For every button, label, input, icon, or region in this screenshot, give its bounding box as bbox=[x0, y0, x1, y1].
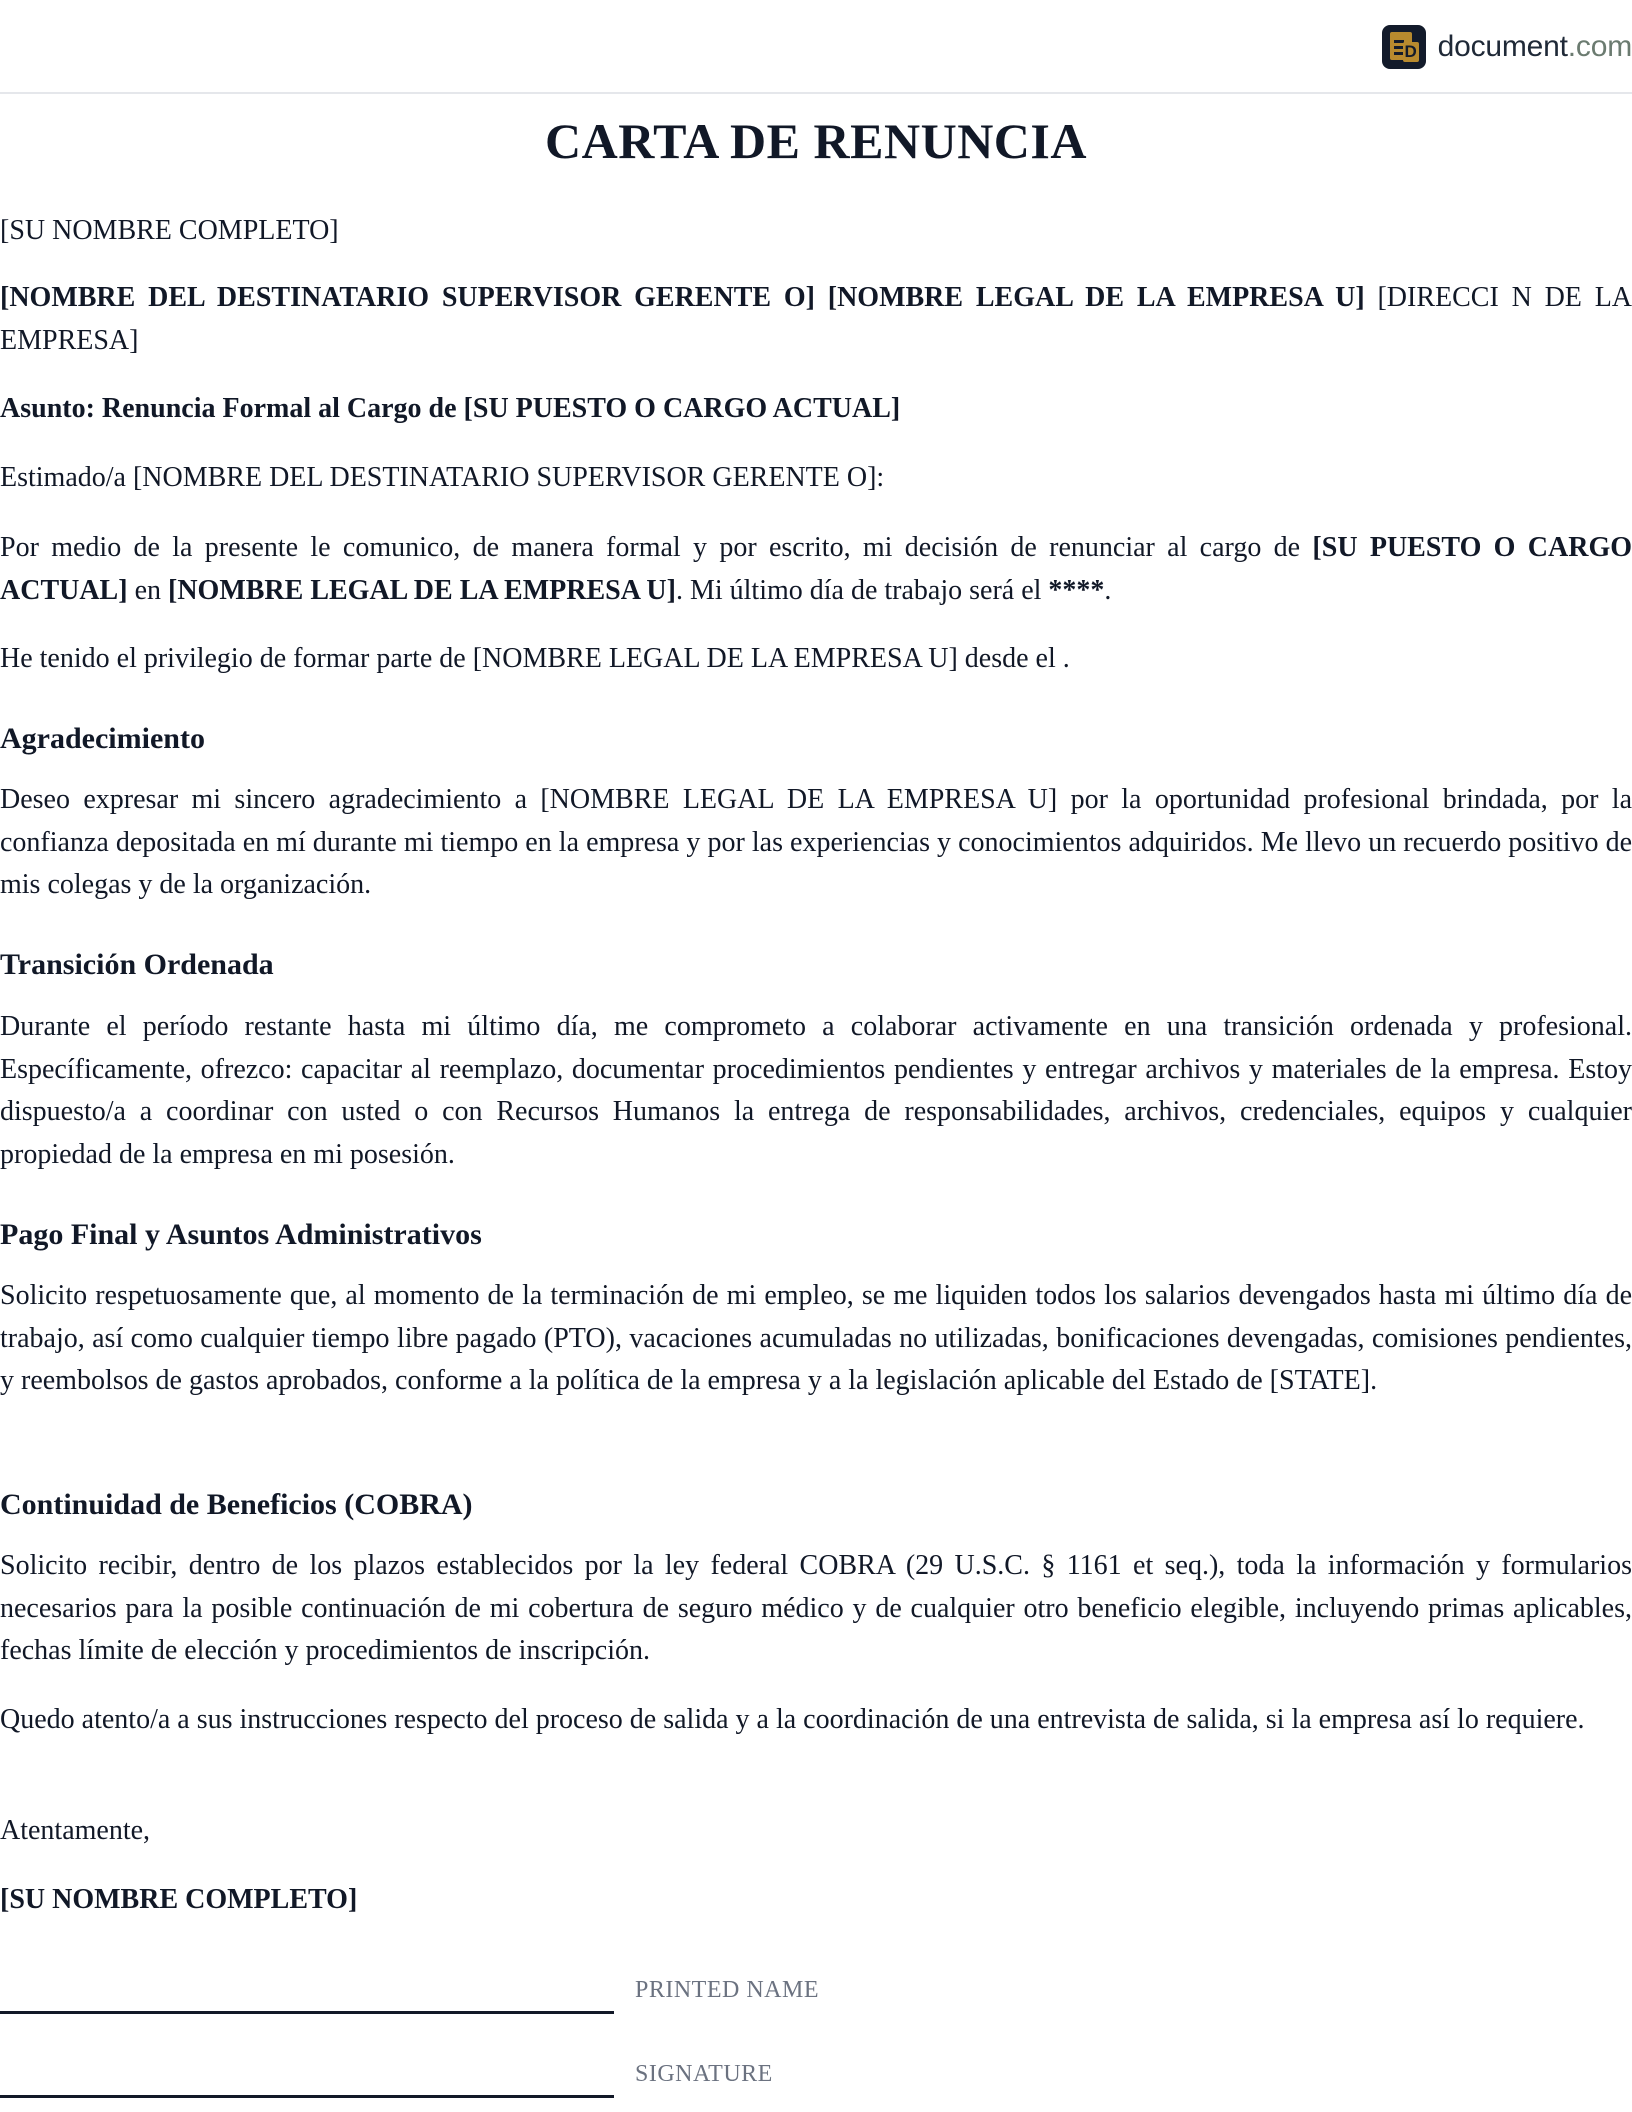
printed-name-line[interactable] bbox=[0, 2011, 614, 2014]
section-body-agradecimiento: Deseo expresar mi sincero agradecimiento a [NOMBRE LEGAL DE LA EMPRESA U] por la oportunidad profesional brindada, por la confianza depositada en mí durante mi tiempo en la empresa y por las experiencias y conocimientos adquiridos. Me llevo un recuerdo positivo de mis colegas y de la organización. bbox=[0, 784, 1632, 900]
signature-label: SIGNATURE bbox=[635, 2061, 773, 2087]
signer-name: [SU NOMBRE COMPLETO] bbox=[0, 1884, 358, 1915]
sender-name: [SU NOMBRE COMPLETO] bbox=[0, 215, 339, 246]
subject-line: Asunto: Renuncia Formal al Cargo de [SU PUESTO O CARGO ACTUAL] bbox=[0, 393, 901, 424]
recipient-block: [NOMBRE DEL DESTINATARIO SUPERVISOR GERENTE O] [NOMBRE LEGAL DE LA EMPRESA U] [DIRECCI N DE LA EMPRESA] bbox=[0, 282, 1632, 356]
section-heading-pago-final: Pago Final y Asuntos Administrativos bbox=[0, 1218, 482, 1251]
brand-logo-link[interactable] bbox=[1382, 24, 1632, 70]
section-heading-transicion: Transición Ordenada bbox=[0, 948, 274, 981]
section-heading-cobra: Continuidad de Beneficios (COBRA) bbox=[0, 1488, 473, 1521]
section-body-pago-final: Solicito respetuosamente que, al momento de la terminación de mi empleo, se me liquiden todos los salarios devengados hasta mi último día de trabajo, así como cualquier tiempo libre pagado (PTO), vacaciones acumuladas no utilizadas, bonificaciones devengadas, comisiones pendientes, y reembolsos de gastos aprobados, conforme a la política de la empresa y a la legislación aplicable del Estado de [STATE]. bbox=[0, 1280, 1632, 1396]
document-logo-icon: D bbox=[1382, 25, 1426, 69]
closing: Atentamente, bbox=[0, 1815, 151, 1846]
closing-paragraph: Quedo atento/a a sus instrucciones respecto del proceso de salida y a la coordinación de una entrevista de salida, si la empresa así lo requiere. bbox=[0, 1704, 1585, 1735]
printed-name-label: PRINTED NAME bbox=[635, 1977, 819, 2003]
header-bar bbox=[0, 0, 1632, 94]
intro-paragraph: Por medio de la presente le comunico, de manera formal y por escrito, mi decisión de renunciar al cargo de [SU PUESTO O CARGO ACTUAL] en [NOMBRE LEGAL DE LA EMPRESA U]. Mi último día de trabajo será el ****. bbox=[0, 532, 1632, 606]
section-body-transicion: Durante el período restante hasta mi último día, me comprometo a colaborar activamente en una transición ordenada y profesional. Específicamente, ofrezco: capacitar al reemplazo, documentar procedimientos pendientes y entregar archivos y materiales de la empresa. Estoy dispuesto/a a coordinar con usted o con Recursos Humanos la entrega de responsabilidades, archivos, credenciales, equipos y cualquier propiedad de la empresa en mi posesión. bbox=[0, 1011, 1632, 1170]
section-heading-agradecimiento: Agradecimiento bbox=[0, 722, 205, 755]
document-title: CARTA DE RENUNCIA bbox=[545, 113, 1087, 169]
salutation: Estimado/a [NOMBRE DEL DESTINATARIO SUPERVISOR GERENTE O]: bbox=[0, 462, 885, 493]
tenure-paragraph: He tenido el privilegio de formar parte de [NOMBRE LEGAL DE LA EMPRESA U] desde el . bbox=[0, 643, 1070, 674]
brand-name: document.com bbox=[1437, 30, 1632, 63]
signature-line[interactable] bbox=[0, 2095, 614, 2098]
section-body-cobra: Solicito recibir, dentro de los plazos establecidos por la ley federal COBRA (29 U.S.C. § 1161 et seq.), toda la información y formularios necesarios para la posible continuación de mi cobertura de seguro médico y de cualquier otro beneficio elegible, incluyendo primas aplicables, fechas límite de elección y procedimientos de inscripción. bbox=[0, 1550, 1632, 1666]
